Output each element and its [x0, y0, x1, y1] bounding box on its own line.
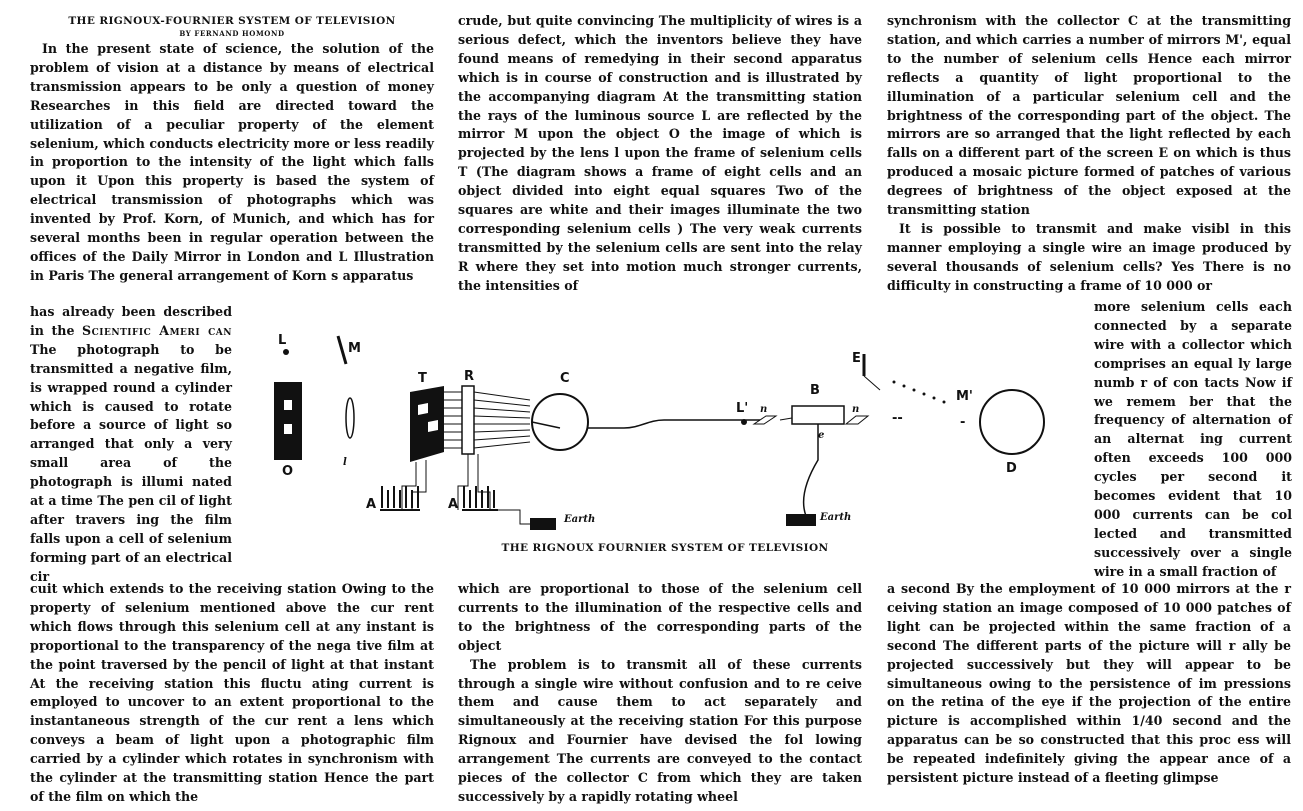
label-l: l — [343, 457, 347, 468]
earth-wire-1 — [490, 510, 536, 524]
light-path-dots — [893, 381, 946, 404]
label-T: T — [418, 371, 427, 386]
label-B: B — [810, 383, 820, 398]
text-run: has already been described in the — [30, 304, 232, 338]
label-n-2: n — [852, 404, 860, 415]
label-E: E — [852, 351, 861, 366]
label-Lprime: L' — [736, 401, 749, 416]
column-1-top — [30, 14, 434, 286]
column-3-narrow — [1094, 298, 1292, 582]
earth-plate-2 — [786, 514, 816, 526]
article-byline: BY FERNAND HOMOND — [179, 29, 285, 38]
object-white-square — [284, 400, 292, 410]
column-1-narrow — [30, 303, 232, 587]
dash-mark: - — [960, 415, 966, 430]
line-wire-curve — [624, 420, 664, 428]
mirror-M — [338, 336, 346, 364]
battery-A-1 — [380, 486, 420, 510]
earth-wire-2 — [804, 424, 818, 516]
paragraph: In the present state of science, the solution of the problem of vision at a distance by means of electrical transmission appears to be only a question of money Researches in this field are directed toward the utilization of a peculiar property of the element selenium, which conducts electricity more or less readily in proportion to the intensity of the light which falls upon it Upon this property is based the system of electrical transmission of photographs which was invented by Prof. Korn, of Munich, and which has for several months been in regular operation between the offices of the Daily Mirror in London and L Illustration in Paris The general arrangement of Korn s apparatus — [30, 41, 434, 283]
paragraph: It is possible to transmit and make visibl in this manner employing a single wire an image produced by several thousands of selenium cells? Yes There is no difficulty in constructing a frame of 10 000 or — [887, 220, 1291, 293]
galvanometer-B — [792, 406, 844, 424]
label-L: L — [278, 333, 287, 348]
frame-white-cell — [428, 420, 438, 432]
diagram-figure — [240, 310, 1090, 572]
column-2-top — [458, 12, 862, 296]
mirror-wheel-D — [980, 390, 1044, 454]
label-e: e — [818, 430, 825, 441]
paragraph: The problem is to transmit all of these currents through a single wire without confusion and to re ceive them and cause them to act separately and simultaneously at the receiving station For this purpose Rignoux and Fournier have devised the fol lowing arrangement The currents are conveyed to the contact pieces of the collector C from which they are taken successively by a rapidly rotating wheel — [458, 656, 862, 804]
screen-ray — [864, 376, 880, 390]
label-n-1: n — [760, 404, 768, 415]
column-2-bottom — [458, 580, 862, 807]
relay-R — [462, 386, 474, 454]
text-run: The photograph to be transmitted a negative film, is wrapped round a cylinder which is caused to rotate before a source of light so arranged that only a very small area of the photograph is illumi nated at a time The pen cil of light after travers ing the film falls upon a cell of selenium forming part of an electrical cir — [30, 341, 232, 584]
battery-A-2 — [462, 486, 498, 510]
paragraph: synchronism with the collector C at the transmitting station, and which carries a number of mirrors M', equal to the number of selenium cells Hence each mirror reflects a quantity of light proportional to the illumination of a particular selenium cell and the brightness of the corresponding part of the object. The mirrors are so arranged that the light reflected by each falls on a different part of the screen E on which is thus produced a mosaic picture formed of patches of various degrees of brightness of the object exposed at the transmitting station — [887, 13, 1291, 218]
publication-name: Scientific Ameri can — [82, 322, 233, 338]
column-3-bottom — [887, 580, 1291, 788]
label-C: C — [560, 371, 570, 386]
label-earth-1: Earth — [564, 514, 596, 525]
column-1-bottom — [30, 580, 434, 807]
label-M: M — [348, 341, 361, 356]
label-D: D — [1006, 461, 1017, 476]
diagram-svg — [240, 310, 1090, 572]
earth-plate-1 — [530, 518, 556, 530]
paragraph-narrow — [30, 303, 232, 587]
column-3-top — [887, 12, 1291, 296]
light-source-L — [283, 349, 289, 355]
collector-C — [532, 394, 588, 450]
lens-l — [346, 398, 354, 438]
label-A-2: A — [448, 497, 459, 512]
paragraph: a second By the employment of 10 000 mirrors at the r ceiving station an image composed of 10 000 patches of light can be projected within the same fraction of a second The different parts of the picture will r ally be projected successively but they will appear to be simultaneous owing to the persistence of im pressions on the retina of the eye if the projection of the entire picture is accomplished within 1/40 second and the apparatus can be so constructed that this proc ess will be repeated indefinitely giving the appear ance of a persistent picture instead of a fleeting glimpse — [887, 581, 1291, 786]
label-A-1: A — [366, 497, 377, 512]
article-title: THE RIGNOUX-FOURNIER SYSTEM OF TELEVISION — [68, 15, 396, 27]
prism-n-2 — [846, 416, 868, 424]
object-O — [274, 382, 302, 460]
b-wire — [780, 418, 792, 420]
figure-caption: THE RIGNOUX FOURNIER SYSTEM OF TELEVISION — [501, 542, 829, 554]
paragraph: crude, but quite convincing The multiplicity of wires is a serious defect, which the inventors believe they have found means of remedying in their second apparatus which is in course of construction and is illustrated by the accompanying diagram At the transmitting station the rays of the luminous source L are reflected by the mirror M upon the object O the image of which is projected by the lens l upon the frame of selenium cells T (The diagram shows a frame of eight cells and an object divided into eight equal squares Two of the squares are white and their images illuminate the two corresponding selenium cells ) The very weak currents transmitted by the selenium cells are sent into the relay R where they set into motion much stronger currents, the intensities of — [458, 13, 862, 293]
collector-arm — [532, 422, 560, 428]
dashes: -- — [892, 411, 903, 426]
light-source-Lprime — [741, 419, 747, 425]
label-Mprime: M' — [956, 389, 973, 404]
frame-white-cell — [418, 403, 428, 415]
paragraph-narrow: more selenium cells each connected by a separate wire with a collector which comprises an equal ly large numb r of con tacts Now if we remem ber that the frequency of alternation of an alternat ing current often exceeds 100 000 cycles per second it becomes evident that 10 000 currents can be col lected and transmitted successively over a single wire in a small fraction of — [1094, 299, 1292, 579]
object-white-square — [284, 424, 292, 434]
paragraph: which are proportional to those of the selenium cell currents to the illumination of the respective cells and to the brightness of the corresponding parts of the object — [458, 581, 862, 653]
selenium-frame-T — [410, 386, 444, 462]
label-O: O — [282, 464, 294, 479]
paragraph: cuit which extends to the receiving station Owing to the property of selenium mentioned above the cur rent which flows through this selenium cell at any instant is proportional to the transparency of the nega tive film at the point traversed by the pencil of light at that instant At the receiving station this fluctu ating current is employed to uncover to an extent proportional to the instantaneous strength of the cur rent a lens which conveys a beam of light upon a photographic film carried by a cylinder which rotates in synchronism with the cylinder at the transmitting station Hence the part of the film on which the — [30, 581, 434, 804]
label-earth-2: Earth — [820, 512, 852, 523]
label-R: R — [464, 369, 475, 384]
